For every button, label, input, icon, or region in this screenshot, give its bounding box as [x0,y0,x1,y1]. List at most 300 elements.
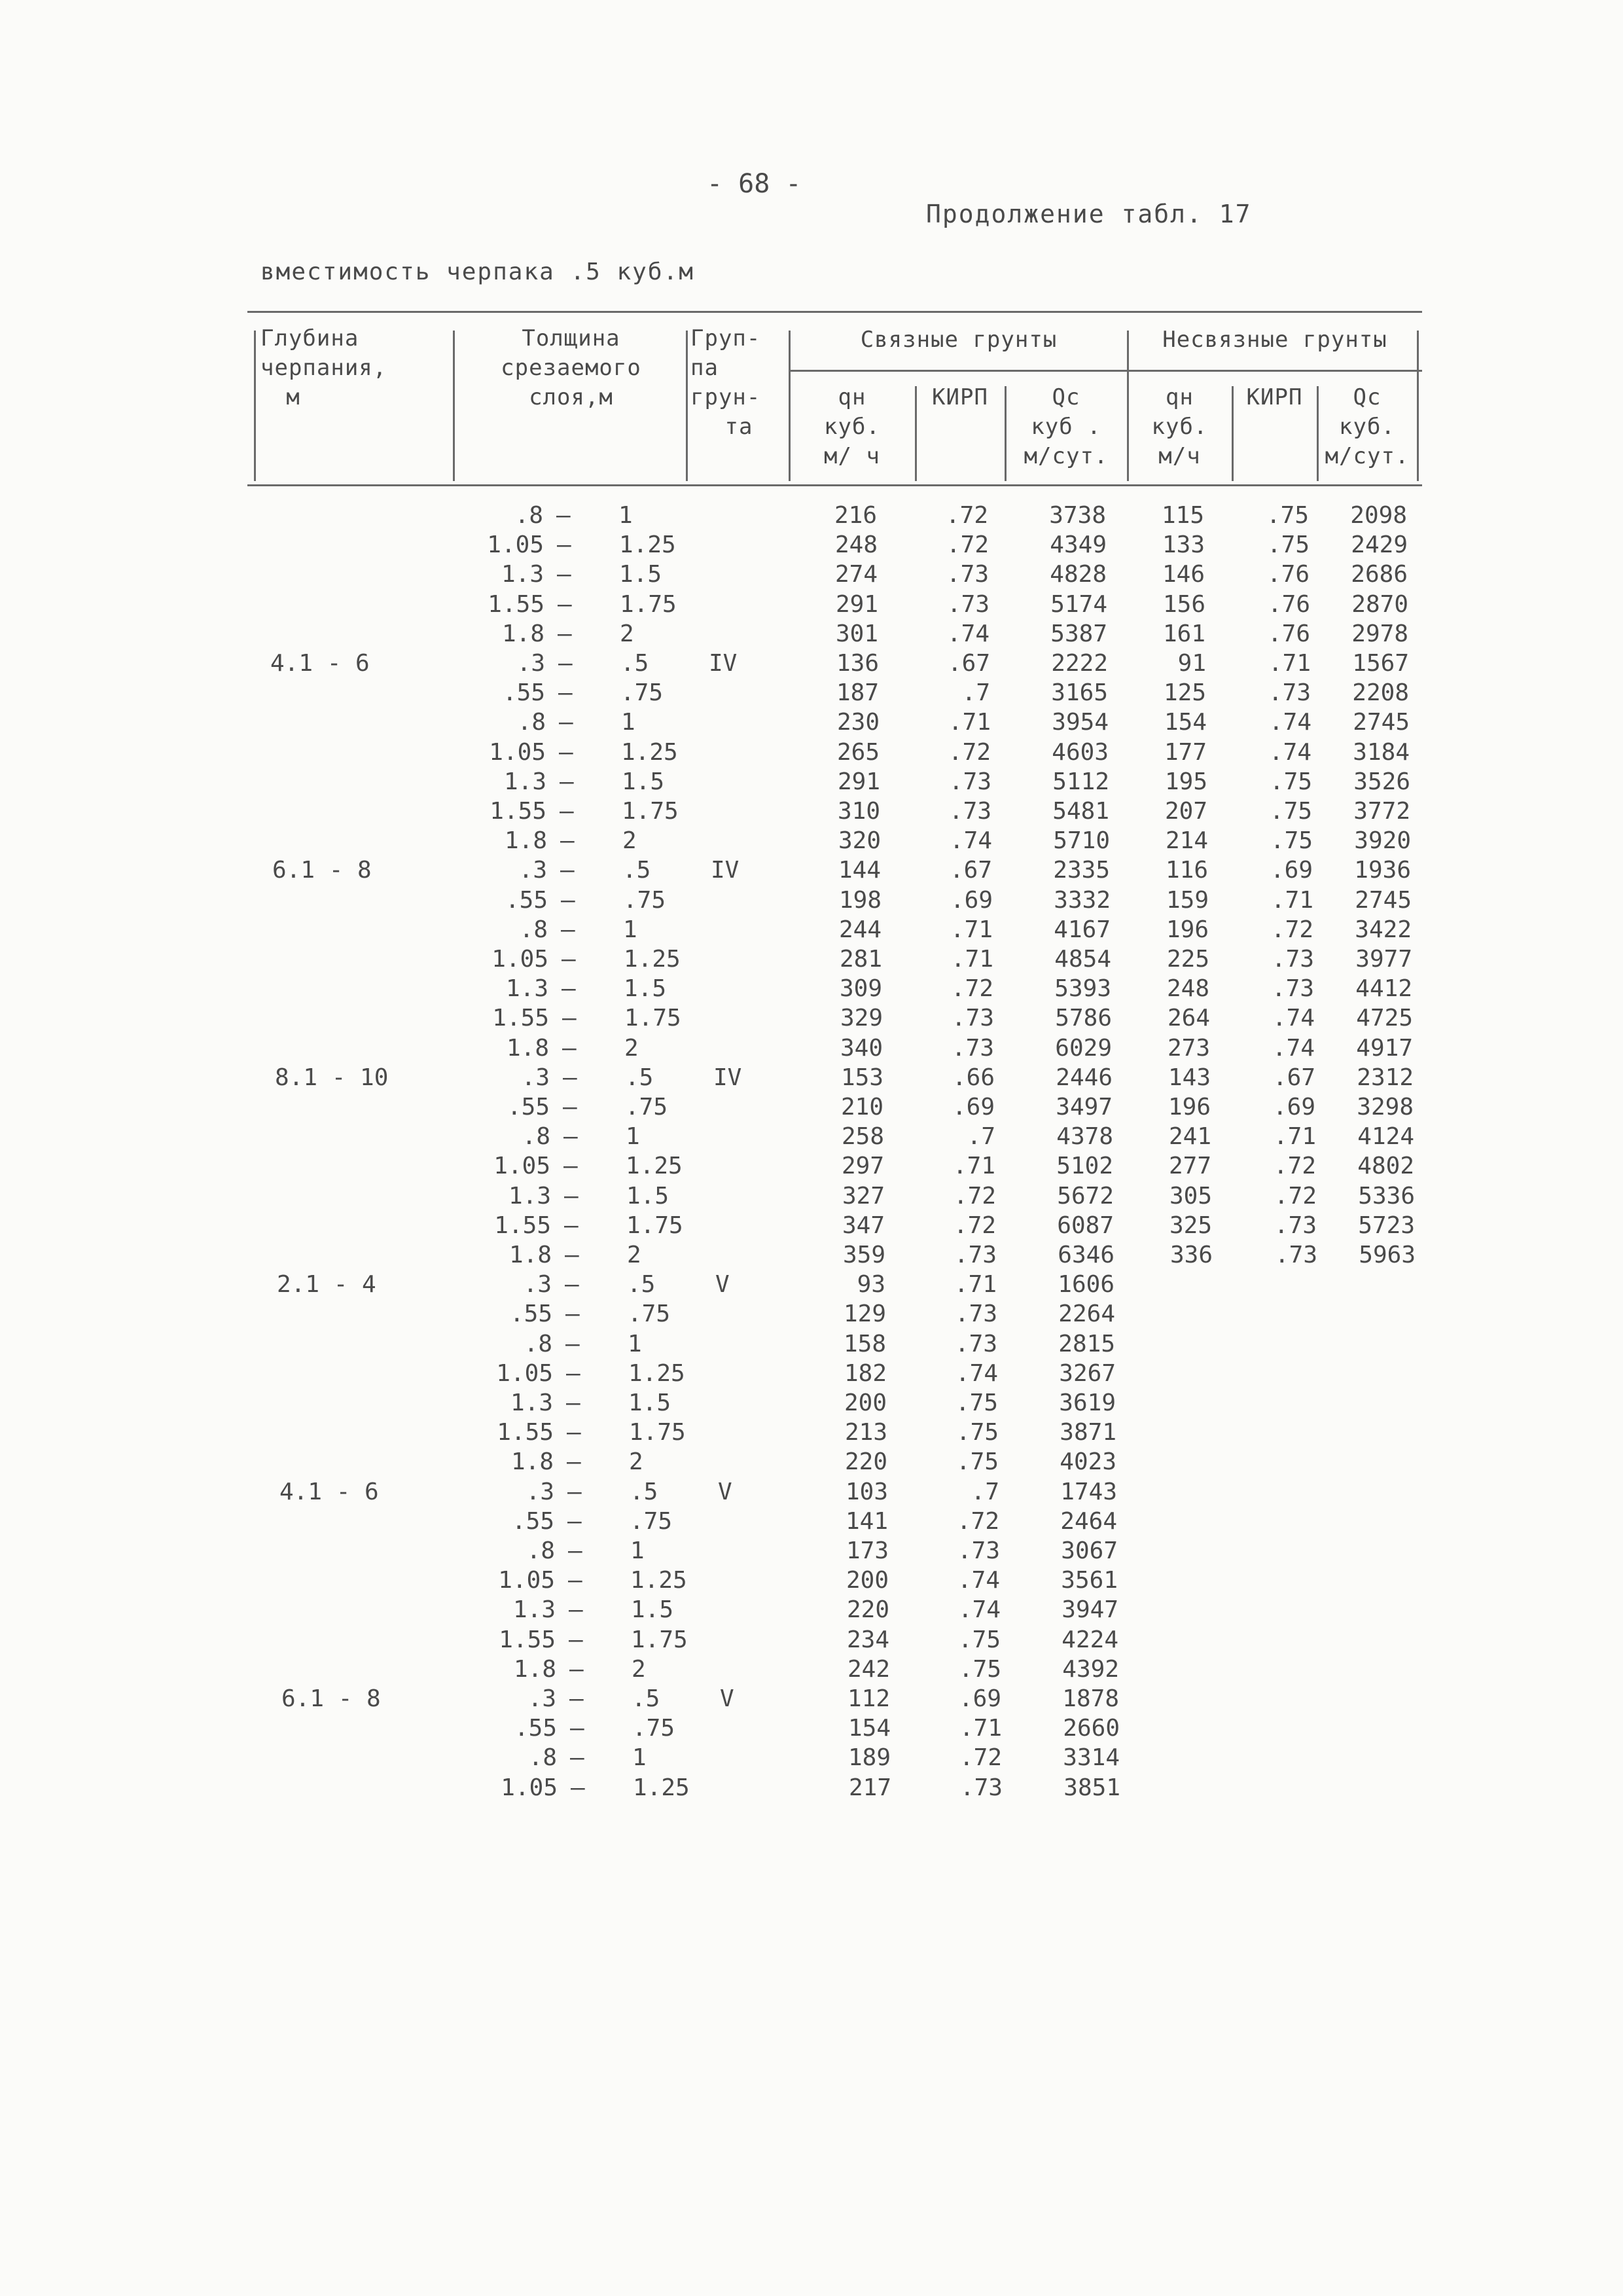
cell-depth: 6.1 - 8 [272,857,372,884]
cell-qc: 1606 [1058,1271,1115,1298]
cell-t1: 1.3 [505,975,548,1002]
cell-qc2: 4802 [1357,1153,1414,1179]
cell-k2: .74 [1268,709,1311,736]
cell-qn: 258 [841,1123,884,1150]
cell-t2: 1.75 [631,1626,688,1653]
cell-grp: IV [713,1064,742,1091]
header-qc2: Qc куб. м/сут. [1325,384,1410,469]
cell-qc2: 3920 [1354,827,1411,854]
header-cohesive-soils: Связные грунты [860,327,1058,353]
cell-depth: 8.1 - 10 [275,1064,389,1091]
cell-qn: 187 [836,679,879,706]
cell-qc: 3067 [1061,1537,1118,1564]
cell-k: .73 [957,1537,1000,1564]
cell-qc2: 5723 [1358,1212,1415,1239]
cell-qn2: 115 [1161,502,1204,529]
cell-t2: 1.75 [622,798,679,825]
cell-qn: 103 [845,1479,888,1505]
cell-qc: 3267 [1059,1360,1116,1387]
cell-qc: 5102 [1056,1153,1113,1179]
cell-qc: 3738 [1049,502,1106,529]
cell-k2: .76 [1266,561,1310,588]
cell-t1: 1.05 [496,1360,553,1387]
cell-t1: .8 [526,1537,555,1564]
cell-qn: 129 [843,1300,886,1327]
cell-k: .72 [953,1212,996,1239]
cell-k2: .75 [1270,827,1313,854]
cell-qn: 310 [837,798,880,825]
cell-qc2: 2686 [1351,561,1408,588]
cell-k: .73 [951,1035,994,1062]
cell-t2: 1.25 [621,739,678,766]
cell-qc2: 2429 [1351,531,1408,558]
cell-t2: 1.5 [628,1390,671,1416]
cell-qc: 5672 [1057,1183,1114,1210]
cell-t1: .55 [511,1508,554,1535]
cell-t1: .8 [524,1331,552,1357]
cell-t2: .5 [627,1271,656,1298]
cell-depth: 6.1 - 8 [281,1685,381,1712]
cell-qn: 309 [839,975,882,1002]
cell-qc2: 5336 [1358,1183,1415,1210]
cell-t1: 1.8 [506,1035,549,1062]
cell-k2: .69 [1270,857,1313,884]
cell-qn: 182 [844,1360,887,1387]
cell-qc2: 4725 [1356,1005,1413,1031]
header-noncohesive-soils: Несвязные грунты [1162,327,1387,353]
range-dash: – [563,1094,577,1121]
cell-k: .69 [950,887,993,914]
cell-qn2: 305 [1169,1183,1212,1210]
cell-qc2: 3184 [1353,739,1410,766]
cell-t2: 1.25 [630,1567,687,1594]
cell-k2: .72 [1274,1183,1317,1210]
cell-t1: .8 [528,1744,557,1771]
cell-t2: 1.5 [619,561,662,588]
cell-t2: .5 [620,650,649,677]
continuation-label: Продолжение табл. 17 [926,200,1252,228]
cell-qn: 200 [844,1390,887,1416]
header-kirp: КИРП [932,384,988,410]
cell-k: .72 [959,1744,1002,1771]
cell-t1: .3 [523,1271,552,1298]
cell-t2: 1.25 [619,531,676,558]
cell-qn2: 277 [1168,1153,1211,1179]
cell-t1: 1.8 [504,827,547,854]
cell-grp: V [715,1271,730,1298]
cell-t2: 1 [621,709,635,736]
cell-qc2: 3422 [1355,916,1412,943]
range-dash: – [568,1567,582,1594]
cell-qn2: 177 [1164,739,1207,766]
cell-k: .72 [946,531,989,558]
cell-qn2: 143 [1168,1064,1211,1091]
cell-t1: .55 [502,679,545,706]
range-dash: – [569,1626,583,1653]
cell-depth: 2.1 - 4 [277,1271,376,1298]
range-dash: – [562,1035,577,1062]
cell-t1: .55 [507,1094,550,1121]
cell-t2: 1.5 [626,1183,669,1210]
range-dash: – [564,1183,579,1210]
range-dash: – [558,620,572,647]
cell-t2: 2 [622,827,637,854]
cell-k2: .73 [1271,975,1314,1002]
cell-qc: 4349 [1050,531,1107,558]
cell-qn2: 225 [1166,946,1209,973]
table-caption: вместимость черпака .5 куб.м [260,259,694,285]
cell-qn: 144 [838,857,881,884]
cell-k2: .74 [1272,1005,1315,1031]
cell-t2: .5 [622,857,651,884]
cell-t2: .5 [632,1685,660,1712]
range-dash: – [565,1331,580,1357]
cell-k2: .73 [1274,1212,1317,1239]
cell-t2: 1.5 [624,975,667,1002]
cell-t2: 1 [623,916,637,943]
cell-k: .75 [957,1626,1001,1653]
range-dash: – [556,502,571,529]
cell-qn2: 214 [1165,827,1208,854]
cell-qn2: 207 [1164,798,1207,825]
cell-t1: 1.55 [488,591,544,618]
cell-t1: 1.05 [491,946,548,973]
cell-qc: 3314 [1063,1744,1120,1771]
cell-k: .75 [955,1390,998,1416]
cell-k2: .67 [1272,1064,1315,1091]
cell-k: .71 [959,1715,1002,1742]
range-dash: – [571,1774,585,1801]
cell-k: .7 [961,679,990,706]
cell-qc2: 1567 [1352,650,1409,677]
cell-qn: 301 [835,620,878,647]
range-dash: – [558,591,572,618]
cell-qn: 210 [840,1094,883,1121]
cell-t1: 1.05 [487,531,544,558]
cell-qc: 3851 [1063,1774,1120,1801]
divider-thickness [686,331,688,481]
cell-k: .72 [950,975,993,1002]
cell-t1: 1.8 [501,620,544,647]
cell-t2: 2 [632,1656,646,1683]
header-group: Груп- па грун- та [690,325,761,440]
range-dash: – [567,1508,582,1535]
cell-qn2: 161 [1162,620,1205,647]
cell-qn: 153 [840,1064,883,1091]
range-dash: – [566,1360,580,1387]
cell-t1: 1.55 [497,1419,554,1446]
cell-qc: 2815 [1058,1331,1115,1357]
cell-k2: .69 [1272,1094,1315,1121]
cell-qc: 3954 [1052,709,1109,736]
range-dash: – [570,1744,584,1771]
range-dash: – [557,561,571,588]
cell-qc2: 2098 [1350,502,1407,529]
cell-k: .74 [949,827,992,854]
cell-t1: 1.3 [510,1390,553,1416]
cell-t1: 1.3 [503,768,546,795]
cell-t2: 1 [626,1123,640,1150]
cell-qn2: 146 [1162,561,1205,588]
cell-qc2: 3298 [1357,1094,1414,1121]
cell-qn2: 248 [1166,975,1209,1002]
cell-t1: .55 [514,1715,557,1742]
cell-t1: 1.55 [494,1212,551,1239]
range-dash: – [561,916,575,943]
cell-qc: 2335 [1053,857,1110,884]
cell-qn2: 159 [1166,887,1209,914]
cell-t2: 2 [620,620,634,647]
range-dash: – [562,946,576,973]
cell-qc: 3165 [1051,679,1108,706]
cell-k2: .71 [1270,887,1313,914]
cell-t2: .5 [625,1064,654,1091]
cell-qc2: 5963 [1359,1242,1416,1268]
cell-t2: .75 [625,1094,668,1121]
cell-k2: .72 [1273,1153,1316,1179]
cell-k: .73 [954,1331,997,1357]
cell-k: .73 [946,591,990,618]
cell-t1: 1.3 [508,1183,551,1210]
cell-k2: .71 [1273,1123,1316,1150]
cell-qn: 274 [834,561,878,588]
range-dash: – [567,1448,581,1475]
range-dash: – [558,679,573,706]
cell-qc: 3619 [1059,1390,1116,1416]
header-kirp2: КИРП [1246,384,1303,410]
range-dash: – [559,709,573,736]
cell-k: .75 [958,1656,1001,1683]
cell-qc: 4603 [1052,739,1109,766]
cell-qc: 2464 [1060,1508,1117,1535]
page-number: - 68 - [707,169,802,199]
cell-t2: 1.75 [626,1212,683,1239]
cell-qn: 234 [846,1626,889,1653]
cell-t1: 1.05 [498,1567,555,1594]
range-dash: – [567,1419,581,1446]
cell-t2: 2 [624,1035,639,1062]
cell-qn: 230 [836,709,880,736]
cell-k2: .74 [1272,1035,1315,1062]
cell-k: .69 [958,1685,1001,1712]
cell-k2: .73 [1271,946,1314,973]
cell-qn: 340 [840,1035,883,1062]
cell-qn: 291 [837,768,880,795]
cell-qc: 5481 [1052,798,1109,825]
cell-k2: .73 [1268,679,1311,706]
cell-qn: 359 [842,1242,885,1268]
cell-k: .73 [948,768,991,795]
cell-qc: 4023 [1060,1448,1116,1475]
cell-k: .66 [952,1064,995,1091]
header-depth: Глубина черпания, м [260,325,387,410]
range-dash: – [560,827,575,854]
range-dash: – [562,975,576,1002]
cell-t2: 1.25 [626,1153,683,1179]
cell-t2: 1.5 [622,768,665,795]
range-dash: – [561,887,575,914]
cell-k: .74 [957,1596,1001,1623]
cell-qc: 5393 [1054,975,1111,1002]
cell-qn: 198 [838,887,882,914]
cell-qc: 3332 [1054,887,1111,914]
cell-grp: V [720,1685,734,1712]
cell-qn: 220 [844,1448,887,1475]
cell-t1: 1.8 [513,1656,556,1683]
cell-t2: .75 [620,679,664,706]
cell-qn: 248 [834,531,878,558]
cell-k2: .76 [1267,591,1310,618]
cell-qn: 200 [846,1567,889,1594]
cell-qn2: 241 [1168,1123,1211,1150]
cell-t1: 1.05 [493,1153,550,1179]
cell-qc: 4224 [1061,1626,1118,1653]
cell-k: .72 [948,739,991,766]
cell-k: .72 [945,502,988,529]
range-dash: – [560,857,575,884]
cell-k2: .75 [1269,798,1312,825]
range-dash: – [569,1656,584,1683]
cell-t2: 2 [629,1448,643,1475]
cell-qn: 244 [838,916,882,943]
cell-depth: 4.1 - 6 [279,1479,379,1505]
cell-t1: .3 [518,857,547,884]
range-dash: – [559,739,573,766]
range-dash: – [562,1005,577,1031]
cell-k: .71 [948,709,991,736]
cell-k2: .76 [1267,620,1310,647]
cell-qc: 4828 [1050,561,1107,588]
cell-t1: .3 [516,650,545,677]
range-dash: – [565,1300,580,1327]
cell-t2: 1 [632,1744,647,1771]
table-top-rule [247,311,1422,313]
cell-qn2: 116 [1165,857,1208,884]
cell-t1: 1.55 [490,798,546,825]
cell-k: .74 [946,620,990,647]
cell-t2: 1.75 [629,1419,686,1446]
border-left [254,331,256,481]
cell-k2: .75 [1266,502,1309,529]
cell-k2: .71 [1268,650,1311,677]
cell-qn: 220 [846,1596,889,1623]
cell-t1: .55 [505,887,548,914]
cell-t1: .8 [514,502,543,529]
range-dash: – [563,1064,577,1091]
cell-qc2: 1936 [1354,857,1411,884]
range-dash: – [570,1715,584,1742]
cell-qn: 281 [839,946,882,973]
cell-qc: 5387 [1050,620,1107,647]
cell-t2: .75 [630,1508,673,1535]
cell-qn: 216 [834,502,877,529]
cell-k: .7 [971,1479,999,1505]
cell-t1: 1.05 [489,739,546,766]
cell-qc2: 4124 [1357,1123,1414,1150]
cell-qc: 4378 [1056,1123,1113,1150]
header-qc: Qc куб . м/сут. [1024,384,1109,469]
cell-qc: 4392 [1062,1656,1119,1683]
cell-t2: 1.25 [624,946,681,973]
cell-t2: 1.25 [633,1774,690,1801]
cell-k: .74 [955,1360,998,1387]
cell-t1: 1.3 [512,1596,556,1623]
cell-k: .73 [948,798,991,825]
divider-depth [453,331,455,481]
cell-k: .73 [959,1774,1003,1801]
cell-qc2: 4917 [1356,1035,1413,1062]
cell-qc2: 3772 [1353,798,1410,825]
cell-qn2: 91 [1177,650,1206,677]
cell-qn: 213 [844,1419,887,1446]
cell-qn: 297 [841,1153,884,1179]
cell-t2: 1.75 [620,591,677,618]
range-dash: – [569,1596,583,1623]
cell-grp: V [718,1479,732,1505]
cell-qc2: 2312 [1357,1064,1414,1091]
cell-qn: 173 [846,1537,889,1564]
cell-qn: 136 [836,650,879,677]
range-dash: – [563,1123,578,1150]
range-dash: – [557,531,571,558]
cell-qc2: 2870 [1351,591,1408,618]
cell-qc2: 2978 [1351,620,1408,647]
cell-k: .75 [955,1448,999,1475]
cell-k: .74 [957,1567,1000,1594]
cell-t2: .5 [630,1479,658,1505]
cell-t2: .75 [628,1300,671,1327]
cell-qn: 291 [835,591,878,618]
cell-k2: .75 [1266,531,1310,558]
header-bottom-rule [247,484,1422,486]
cell-t1: 1.8 [508,1242,552,1268]
subheader-rule [789,370,1422,372]
cell-qn: 329 [840,1005,883,1031]
cell-qc: 4854 [1054,946,1111,973]
cell-t1: .55 [509,1300,552,1327]
cell-qn2: 325 [1169,1212,1212,1239]
cell-qn: 93 [857,1271,885,1298]
cell-qn2: 154 [1164,709,1207,736]
cell-qn: 327 [842,1183,885,1210]
cell-t2: .75 [632,1715,675,1742]
cell-t2: 1.5 [631,1596,674,1623]
cell-qc: 6029 [1055,1035,1112,1062]
cell-qc: 3561 [1061,1567,1118,1594]
range-dash: – [564,1212,579,1239]
cell-k: .73 [951,1005,994,1031]
cell-qc: 3947 [1061,1596,1118,1623]
range-dash: – [558,650,573,677]
range-dash: – [567,1479,582,1505]
cell-t2: 1.75 [624,1005,681,1031]
cell-qc2: 4412 [1355,975,1412,1002]
cell-k2: .75 [1269,768,1312,795]
cell-grp: IV [711,857,740,884]
cell-k: .73 [954,1300,997,1327]
cell-k: .72 [956,1508,999,1535]
cell-k: .71 [950,916,993,943]
cell-k: .72 [953,1183,996,1210]
range-dash: – [569,1685,584,1712]
cell-t1: 1.55 [492,1005,549,1031]
cell-t1: .3 [521,1064,550,1091]
cell-qn: 320 [838,827,881,854]
cell-t1: .3 [527,1685,556,1712]
cell-qc: 2222 [1051,650,1108,677]
cell-qn2: 273 [1167,1035,1210,1062]
cell-qn2: 336 [1169,1242,1213,1268]
